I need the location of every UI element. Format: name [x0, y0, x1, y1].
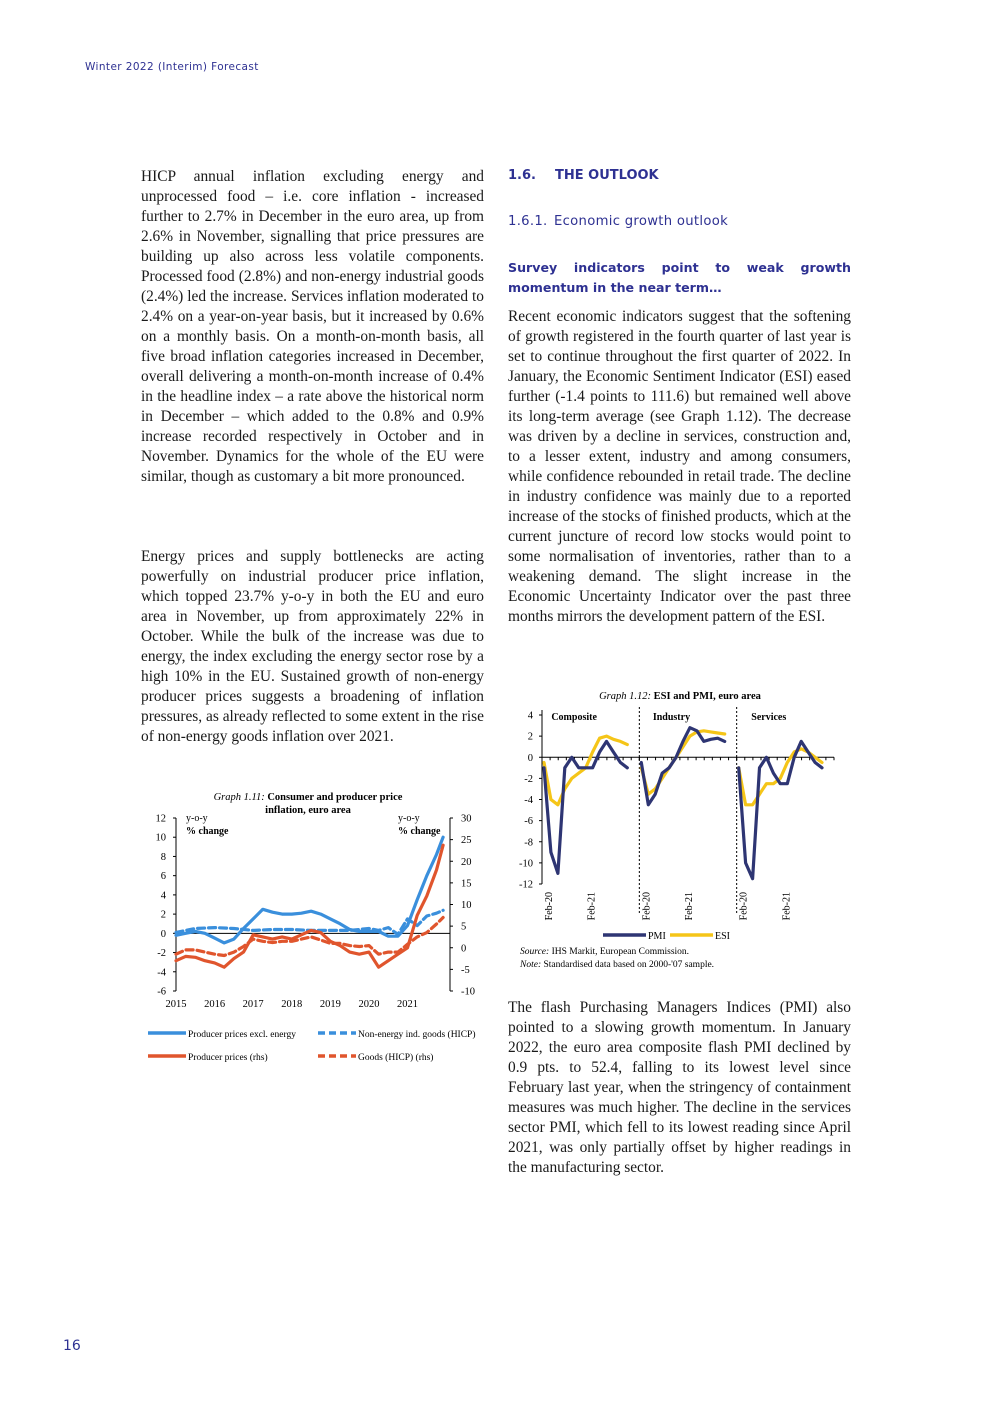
legend-label-producer-excl-energy: Producer prices excl. energy — [188, 1030, 296, 1040]
y-tick-label-left: -2 — [157, 948, 166, 960]
x-tick-label: 2016 — [204, 999, 226, 1010]
graph-1-11-title-line2: inflation, euro area — [265, 805, 351, 816]
subsection-heading: 1.6.1. Economic growth outlook — [508, 214, 729, 229]
y-tick-label: 4 — [527, 710, 533, 722]
y-tick-label: -12 — [519, 879, 533, 891]
y-tick-label-left: -6 — [157, 986, 166, 998]
panel-label-composite: Composite — [551, 712, 597, 723]
x-tick-label: Feb-21 — [586, 892, 598, 921]
graph-1-12 — [508, 685, 853, 975]
y-tick-label: -4 — [524, 795, 533, 806]
y-tick-label: 0 — [527, 752, 533, 764]
legend-label-non-energy-goods: Non-energy ind. goods (HICP) — [358, 1030, 476, 1040]
x-tick-label: 2021 — [397, 999, 419, 1010]
y-tick-label: -8 — [524, 837, 533, 849]
section-heading: 1.6. THE OUTLOOK — [508, 168, 659, 183]
y-tick-label-left: 0 — [160, 928, 166, 940]
x-tick-label: 2020 — [358, 999, 380, 1010]
y-tick-label-left: 2 — [160, 909, 166, 921]
running-header: Winter 2022 (Interim) Forecast — [85, 61, 259, 73]
y-tick-label-left: -4 — [157, 967, 166, 979]
right-paragraph-2: The flash Purchasing Managers Indices (PMI) also pointed to a slowing growth momentum. In January 2022, the euro area composite flash PMI declined by 0.9 pts. to 52.4, falling to its lowest level since February last year, when the stringency of containment measures was much higher. The decline in the services sector PMI, which fell to its lowest reading since April 2021, was only partially offset by higher readings in the manufacturing sector. — [508, 999, 851, 1176]
y-tick-label-left: 12 — [155, 813, 166, 825]
y-tick-label-right: -10 — [461, 986, 475, 998]
series-line-pmi-services — [739, 741, 822, 878]
legend-label-esi: ESI — [715, 931, 730, 942]
y-tick-label-right: 0 — [461, 943, 467, 955]
x-tick-label: Feb-20 — [641, 892, 653, 921]
lead-heading: Survey indicators point to weak growth momentum in the near term… — [508, 260, 851, 295]
y-tick-label-right: 5 — [461, 921, 467, 933]
y-tick-label: -10 — [519, 858, 533, 870]
graph-1-12-source: Source: IHS Markit, European Commission. — [520, 947, 690, 957]
y-tick-label-left: 8 — [160, 851, 166, 863]
legend-label-goods-hicp: Goods (HICP) (rhs) — [358, 1053, 434, 1063]
y-tick-label-left: 10 — [155, 832, 166, 844]
left-axis-unit-2: % change — [186, 826, 229, 837]
graph-1-12-note: Note: Standardised data based on 2000-'07 sample. — [520, 960, 715, 970]
x-tick-label: 2019 — [319, 999, 341, 1010]
x-tick-label: Feb-20 — [738, 892, 750, 921]
y-tick-label: 2 — [527, 731, 533, 743]
legend-label-pmi: PMI — [648, 931, 666, 942]
y-tick-label-right: 20 — [461, 856, 472, 868]
x-tick-label: 2017 — [242, 999, 264, 1010]
x-tick-label: Feb-21 — [781, 892, 793, 921]
y-tick-label-right: 10 — [461, 900, 472, 911]
right-paragraph-1: Recent economic indicators suggest that the softening of growth registered in the fourth quarter of last year is set to continue throughout the first quarter of 2022. In January, the Economic Sentiment Indicator (ESI) eased further (-1.4 points to 111.6) but remained well above its long-term average (see Graph 1.12). The decrease was driven by a decline in services, construction and, to a lesser extent, industry and among consumers, while confidence rebounded in retail trade. The decline in industry confidence was mainly due to a reported increase of the stocks of finished products, which at the current juncture of record low stocks would point to some normalisation of inventories, rather than to a weakening demand. The slight increase in the Economic Uncertainty Indicator over the past three months mirrors the development pattern of the ESI. — [508, 308, 851, 625]
right-axis-unit-1: y-o-y — [398, 813, 420, 824]
series-line-pmi-composite — [544, 741, 627, 873]
y-tick-label-left: 6 — [160, 871, 166, 883]
panel-label-services: Services — [751, 712, 787, 723]
graph-1-11 — [140, 785, 490, 1070]
graph-1-11-title-line1: Graph 1.11: Consumer and producer price — [213, 792, 403, 803]
series-line-pmi-industry — [641, 728, 724, 805]
x-tick-label: 2015 — [165, 999, 187, 1010]
x-tick-label: Feb-21 — [684, 892, 695, 921]
right-axis-unit-2: % change — [398, 826, 441, 837]
series-line-esi-composite — [544, 736, 627, 805]
y-tick-label-right: -5 — [461, 964, 470, 976]
series-line-2 — [176, 845, 443, 967]
left-paragraph-1: HICP annual inflation excluding energy and unprocessed food – i.e. core inflation - increased further to 2.7% in December in the euro area, up from 2.6% in November, signalling that price pressures are building up also across less volatile components. Processed food (2.8%) and non-energy industrial goods (2.4%) led the increase. Services inflation moderated to 2.4% on a year-on-year basis, but it increased by 0.6% on a monthly basis. On a month-on-month basis, all five broad inflation categories increased in December, overall delivering a month-on-month increase of 0.4% in the headline index – a rate above the historical norm in December – which added to the 0.8% and 0.9% increase recorded respectively in October and in November. Dynamics for the whole of the EU were similar, though as customary a bit more pronounced. — [141, 168, 484, 485]
y-tick-label-right: 30 — [461, 813, 472, 825]
panel-label-industry: Industry — [652, 712, 691, 723]
y-tick-label-left: 4 — [160, 890, 166, 902]
left-paragraph-2: Energy prices and supply bottlenecks are acting powerfully on industrial producer price inflation, which topped 23.7% y-o-y in both the EU and euro area in November, up from approximately 22% in October. While the bulk of the increase was due to energy, the index excluding the energy sector rose by a high 10% in the EU. Sustained growth of non-energy producer prices suggests a broadening of inflation pressures, as already reflected to some extent in the rise of non-energy goods inflation over 2021. — [141, 548, 484, 745]
graph-1-12-title: Graph 1.12: ESI and PMI, euro area — [599, 691, 761, 702]
y-tick-label-right: 15 — [461, 878, 472, 890]
x-tick-label: 2018 — [281, 999, 303, 1010]
y-tick-label: -2 — [524, 773, 533, 785]
legend-label-producer-prices: Producer prices (rhs) — [188, 1053, 268, 1063]
left-axis-unit-1: y-o-y — [186, 813, 208, 824]
page-number: 16 — [63, 1338, 81, 1354]
y-tick-label: -6 — [524, 816, 533, 828]
y-tick-label-right: 25 — [461, 835, 472, 847]
x-tick-label: Feb-20 — [544, 892, 555, 921]
